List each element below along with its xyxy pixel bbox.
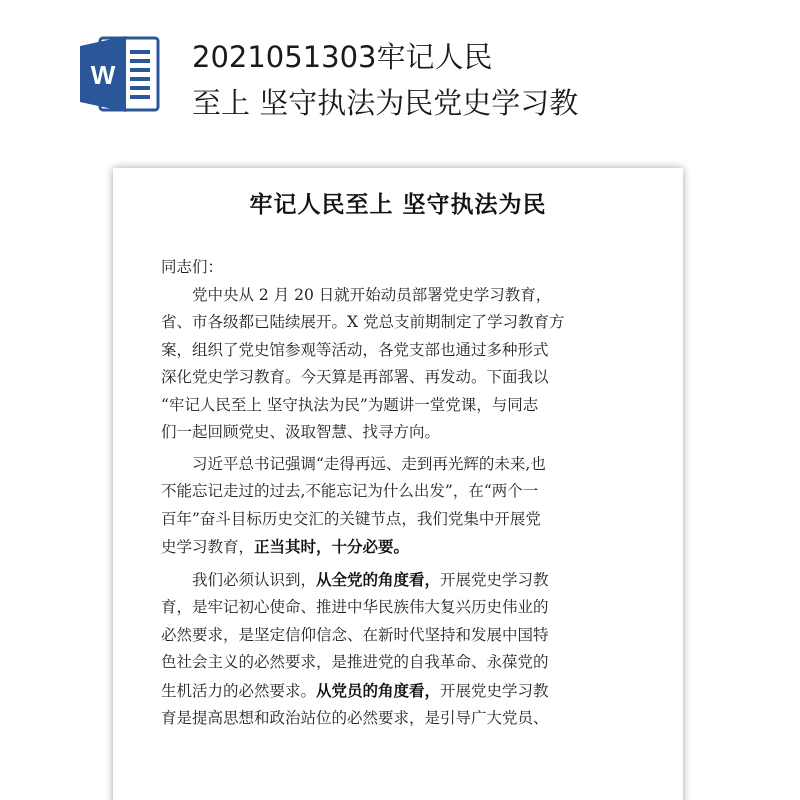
bold-emphasis: 从全党的角度看，	[316, 569, 441, 589]
bold-emphasis: 正当其时，十分必要。	[254, 537, 410, 556]
paragraph-line	[161, 533, 645, 562]
document-heading: 牢记人民至上 坚守执法为民	[249, 191, 547, 218]
document-page-preview	[113, 168, 683, 800]
paragraph-line: 百年”奋斗目标历史交汇的关键节点，我们党集中开展党	[161, 509, 541, 528]
paragraph-line: 不能忘记走过的过去,不能忘记为什么出发”，在“两个一	[161, 482, 539, 500]
paragraph-line: 色社会主义的必然要求，是推进党的自我革命、永葆党的	[161, 653, 549, 671]
word-document-icon	[78, 32, 162, 116]
text-run: 我们必须认识到，	[192, 570, 317, 589]
paragraph-line: 深化党史学习教育。今天算是再部署、再发动。下面我以	[161, 368, 549, 386]
paragraph-3	[161, 566, 645, 733]
salutation: 同志们：	[161, 258, 224, 276]
title-line-2: 至上 坚守执法为民党史学习教	[192, 86, 579, 120]
document-filename	[192, 34, 752, 126]
text-run: 开展党史学习教	[440, 681, 549, 700]
paragraph-line: 省、市各级都已陆续展开。X 党总支前期制定了学习教育方	[161, 313, 565, 331]
title-line-1: 2021051303牢记人民	[192, 40, 493, 74]
paragraph-line: 育是提高思想和政治站位的必然要求，是引导广大党员、	[161, 709, 549, 727]
paragraph-line: 必然要求，是坚定信仰信念、在新时代坚持和发展中国特	[161, 625, 549, 644]
word-icon-letter: W	[90, 60, 116, 90]
paragraph-line: 案，组织了党史馆参观等活动，各党支部也通过多种形式	[161, 340, 549, 359]
paragraph-2	[161, 451, 645, 562]
paragraph-line	[161, 566, 645, 595]
text-run: 开展党史学习教	[440, 570, 549, 589]
paragraph-line	[161, 677, 645, 706]
bold-emphasis: 从党员的角度看，	[316, 680, 441, 700]
paragraph-line: “牢记人民至上 坚守执法为民”为题讲一堂党课，与同志	[161, 395, 539, 414]
paragraph-line: 党中央从 2 月 20 日就开始动员部署党史学习教育，	[192, 285, 552, 304]
paragraph-line: 育，是牢记初心使命、推进中华民族伟大复兴历史伟业的	[161, 598, 549, 616]
text-run: 生机活力的必然要求。	[161, 681, 317, 700]
text-run: 史学习教育，	[161, 538, 255, 556]
paragraph-line: 习近平总书记强调“走得再远、走到再光辉的未来,也	[192, 454, 546, 473]
page-header	[0, 0, 800, 150]
paragraph-line: 们一起回顾党史、汲取智慧、找寻方向。	[161, 423, 441, 441]
paragraph-1	[161, 282, 645, 447]
document-body	[161, 254, 645, 733]
